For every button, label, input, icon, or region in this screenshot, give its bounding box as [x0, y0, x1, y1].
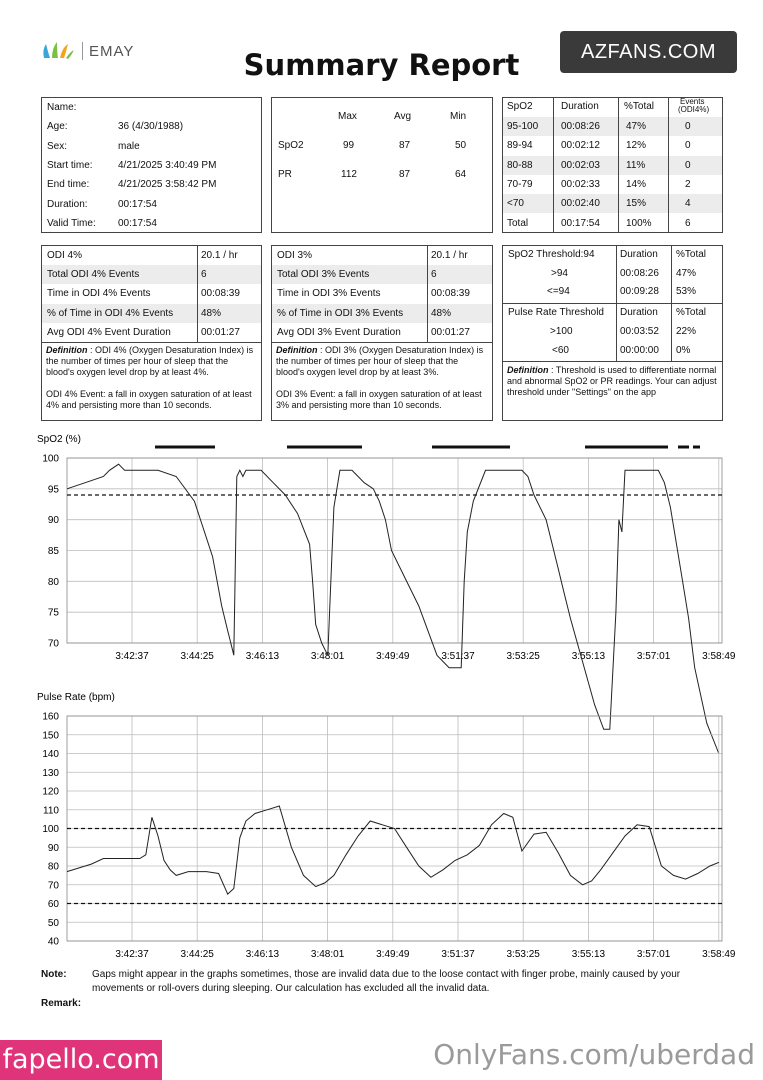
pulse-xtick-label: 3:42:37	[115, 949, 149, 960]
spo2-distribution-table	[502, 97, 723, 233]
dist-range: Total	[507, 217, 529, 229]
pulse-ytick-label: 140	[42, 749, 59, 760]
thr-pr-row-label: >100	[550, 326, 573, 337]
pulse-xtick-label: 3:58:49	[702, 949, 736, 960]
dist-duration: 00:08:26	[561, 121, 600, 132]
dist-pct: 12%	[626, 140, 647, 152]
odi3-event-text: ODI 3% Event: a fall in oxygen saturation of at least 3% and persisting more than 10 seconds.	[276, 389, 482, 410]
vitals-header-avg: Avg	[394, 111, 412, 122]
threshold-definition	[507, 365, 722, 398]
odi4-row	[42, 304, 261, 323]
spo2-ytick-label: 95	[47, 484, 59, 496]
odi4-row	[42, 265, 261, 284]
dist-events: 0	[685, 159, 691, 171]
spo2-xtick-label: 3:46:13	[245, 651, 280, 662]
pulse-xtick-label: 3:44:25	[180, 949, 214, 960]
odi4-value: 20.1 / hr	[201, 250, 238, 261]
odi4-value: 6	[201, 269, 207, 281]
odi4-box	[41, 245, 262, 421]
pulse-ytick-label: 80	[47, 861, 59, 873]
thr-pr-header-label: Pulse Rate Threshold	[508, 307, 604, 318]
thr-pr-row-duration: 00:00:00	[620, 345, 659, 356]
odi3-value: 00:01:27	[431, 326, 470, 338]
odi4-row	[42, 323, 261, 342]
odi3-label: ODI 3%	[277, 250, 313, 261]
thr-spo2-header-pct: %Total	[676, 249, 707, 260]
odi4-label: ODI 4%	[47, 250, 83, 261]
patient-value: 36 (4/30/1988)	[118, 121, 184, 133]
pulse-ytick-label: 120	[42, 786, 59, 798]
odi4-label: Time in ODI 4% Events	[47, 288, 151, 300]
pulse-ytick-label: 130	[42, 767, 59, 779]
note-label: Note:	[41, 969, 67, 980]
patient-value: male	[118, 140, 140, 152]
spo2-ytick-label: 90	[47, 515, 59, 527]
odi3-label: Total ODI 3% Events	[277, 269, 370, 281]
dist-events: 2	[685, 178, 691, 190]
dist-range: <70	[507, 198, 524, 210]
pulse-ytick-label: 110	[43, 805, 59, 817]
pulse-ylabel: Pulse Rate (bpm)	[37, 692, 115, 703]
report-title: Summary Report	[243, 48, 520, 82]
dist-header-events-2: (ODI4%)	[678, 105, 710, 114]
dist-pct: 47%	[626, 121, 647, 132]
dist-header-pct: %Total	[624, 101, 655, 112]
dist-row	[503, 117, 722, 136]
vitals-spo2-avg: 87	[399, 140, 411, 151]
pulse-xtick-label: 3:55:13	[571, 949, 606, 960]
odi3-value: 00:08:39	[431, 288, 470, 300]
odi4-row	[42, 284, 261, 303]
spo2-ytick-label: 70	[47, 638, 59, 650]
watermark-bottom-right: OnlyFans.com/uberdad	[433, 1038, 755, 1071]
patient-label: End time:	[47, 179, 90, 191]
spo2-xtick-label: 3:49:49	[376, 651, 410, 662]
thr-spo2-row-duration: 00:09:28	[620, 286, 659, 297]
dist-pct: 11%	[626, 159, 646, 171]
dist-header-duration: Duration	[561, 101, 599, 112]
dist-duration: 00:02:03	[561, 159, 600, 171]
watermark-top-right: AZFANS.COM	[560, 31, 737, 73]
odi3-row	[272, 265, 492, 284]
odi4-label: Avg ODI 4% Event Duration	[47, 326, 171, 338]
vitals-summary-box	[271, 97, 493, 233]
thr-pr-header-duration: Duration	[620, 307, 658, 318]
odi3-row	[272, 284, 492, 303]
odi3-definition	[276, 345, 488, 378]
thr-spo2-row-label: >94	[551, 268, 568, 279]
threshold-definition-title: Definition	[507, 365, 549, 375]
pulse-ytick-label: 50	[47, 917, 59, 929]
odi4-label: % of Time in ODI 4% Events	[47, 307, 174, 319]
spo2-chart	[37, 434, 736, 754]
note-text: Gaps might appear in the graphs sometimes, those are invalid data due to the loose contact with finger probe, mainly caused by your movements or roll-overs during sleeping. Our calculation has excluded all the invalid data.	[92, 969, 681, 994]
watermark-bottom-left: fapello.com	[0, 1040, 162, 1080]
spo2-xtick-label: 3:58:49	[702, 651, 736, 662]
pulse-xtick-label: 3:53:25	[506, 949, 540, 960]
thr-spo2-row-label: <=94	[547, 286, 570, 297]
patient-value: 00:17:54	[118, 198, 157, 210]
dist-duration: 00:02:33	[561, 178, 600, 190]
odi4-value: 00:08:39	[201, 288, 240, 300]
thr-spo2-row-pct: 47%	[676, 268, 697, 279]
odi3-value: 48%	[431, 307, 452, 319]
spo2-xtick-label: 3:55:13	[571, 651, 606, 662]
odi3-row	[272, 246, 492, 265]
odi3-box	[271, 245, 493, 421]
thr-pr-row-pct: 22%	[676, 326, 697, 337]
spo2-ytick-label: 75	[47, 607, 59, 619]
patient-value: 4/21/2025 3:40:49 PM	[118, 159, 217, 171]
patient-value: 4/21/2025 3:58:42 PM	[118, 179, 217, 191]
spo2-xtick-label: 3:51:37	[441, 651, 475, 662]
odi3-row	[272, 304, 492, 323]
spo2-xtick-label: 3:42:37	[115, 651, 149, 662]
patient-info-box	[41, 97, 262, 233]
odi3-row	[272, 323, 492, 342]
spo2-ytick-label: 100	[42, 453, 59, 465]
pulse-chart	[37, 692, 736, 960]
pulse-ytick-label: 40	[47, 936, 59, 948]
pulse-xtick-label: 3:48:01	[310, 949, 345, 960]
spo2-ytick-label: 80	[47, 576, 59, 588]
dist-range: 89-94	[507, 140, 533, 152]
odi4-row	[42, 246, 261, 265]
odi3-label: % of Time in ODI 3% Events	[277, 307, 404, 319]
brand-name: EMAY	[89, 42, 135, 60]
spo2-xtick-label: 3:57:01	[636, 651, 671, 662]
charts-area	[0, 425, 763, 965]
spo2-xtick-label: 3:48:01	[310, 651, 345, 662]
dist-header-spo2: SpO2	[507, 101, 533, 112]
patient-label: Name:	[47, 102, 77, 113]
thr-pr-row-label: <60	[552, 345, 569, 356]
pulse-ytick-label: 60	[47, 899, 59, 910]
odi3-label: Time in ODI 3% Events	[277, 288, 381, 300]
dist-range: 70-79	[507, 178, 533, 190]
dist-duration: 00:17:54	[561, 217, 600, 229]
vitals-spo2-label: SpO2	[278, 140, 304, 151]
patient-label: Valid Time:	[47, 217, 96, 229]
dist-pct: 15%	[626, 198, 647, 210]
vitals-header-min: Min	[450, 111, 467, 122]
dist-row	[503, 175, 722, 194]
spo2-xtick-label: 3:53:25	[506, 651, 540, 662]
odi3-value: 20.1 / hr	[431, 250, 468, 261]
spo2-ylabel: SpO2 (%)	[37, 434, 81, 445]
dist-pct: 100%	[626, 217, 652, 229]
thr-spo2-header-duration: Duration	[620, 249, 658, 260]
vitals-pr-min: 64	[455, 169, 467, 180]
pulse-xtick-label: 3:57:01	[636, 949, 671, 960]
dist-events: 4	[685, 198, 691, 210]
odi3-value: 6	[431, 269, 437, 281]
patient-value: 00:17:54	[118, 217, 157, 229]
odi3-label: Avg ODI 3% Event Duration	[277, 326, 401, 338]
vitals-header-max: Max	[338, 111, 357, 122]
dist-header-events-1: Events	[680, 97, 705, 106]
patient-label: Start time:	[47, 159, 93, 171]
pulse-ytick-label: 100	[42, 824, 59, 835]
dist-duration: 00:02:12	[561, 140, 600, 152]
thr-spo2-row-duration: 00:08:26	[620, 268, 659, 279]
threshold-box	[502, 245, 723, 421]
vitals-pr-max: 112	[341, 169, 357, 180]
remark-label: Remark:	[41, 998, 82, 1009]
odi4-value: 00:01:27	[201, 326, 240, 338]
pulse-ytick-label: 90	[47, 842, 59, 854]
dist-events: 0	[685, 140, 691, 152]
odi4-definition	[46, 345, 258, 378]
threshold-definition-text: : Threshold is used to differentiate normal and abnormal SpO2 or PR readings. Your can adjust threshold under "Settings" on the app	[507, 365, 717, 397]
patient-label: Duration:	[47, 198, 88, 210]
dist-row	[503, 136, 722, 155]
thr-pr-row-pct: 0%	[676, 345, 691, 356]
pulse-ytick-label: 150	[42, 730, 59, 742]
vitals-spo2-max: 99	[343, 140, 355, 151]
spo2-xtick-label: 3:44:25	[180, 651, 214, 662]
vitals-pr-avg: 87	[399, 169, 411, 180]
odi4-label: Total ODI 4% Events	[47, 269, 140, 281]
pulse-ytick-label: 160	[42, 711, 59, 723]
odi3-definition-text: : ODI 3% (Oxygen Desaturation Index) is the number of times per hour of sleep that the blood's oxygen level drop by at least 3%.	[276, 345, 484, 377]
dist-events: 6	[685, 217, 691, 229]
patient-label: Sex:	[47, 140, 68, 152]
dist-row	[503, 156, 722, 175]
pulse-xtick-label: 3:46:13	[245, 949, 280, 960]
vitals-pr-label: PR	[278, 169, 292, 180]
patient-label: Age:	[47, 121, 68, 133]
thr-pr-row-duration: 00:03:52	[620, 326, 659, 337]
odi3-definition-title: Definition	[276, 345, 318, 355]
dist-row	[503, 194, 722, 213]
hands-logo-icon	[40, 40, 76, 62]
thr-spo2-header-label: SpO2 Threshold:94	[508, 249, 595, 260]
brand-logo	[40, 38, 134, 64]
dist-duration: 00:02:40	[561, 198, 600, 210]
dist-range: 80-88	[507, 159, 533, 171]
odi4-definition-text: : ODI 4% (Oxygen Desaturation Index) is the number of times per hour of sleep that the blood's oxygen level drop by at least 4%.	[46, 345, 254, 377]
dist-range: 95-100	[507, 121, 539, 132]
pulse-xtick-label: 3:51:37	[441, 949, 475, 960]
pulse-xtick-label: 3:49:49	[376, 949, 410, 960]
thr-spo2-row-pct: 53%	[676, 286, 697, 297]
thr-pr-header-pct: %Total	[676, 307, 707, 318]
dist-row	[503, 214, 722, 233]
spo2-ytick-label: 85	[47, 546, 59, 557]
pulse-ytick-label: 70	[47, 880, 59, 892]
dist-pct: 14%	[626, 178, 647, 190]
vitals-spo2-min: 50	[455, 140, 467, 151]
odi4-value: 48%	[201, 307, 222, 319]
dist-events: 0	[685, 121, 691, 132]
odi4-definition-title: Definition	[46, 345, 88, 355]
odi4-event-text: ODI 4% Event: a fall in oxygen saturation of at least 4% and persisting more than 10 seconds.	[46, 389, 252, 410]
